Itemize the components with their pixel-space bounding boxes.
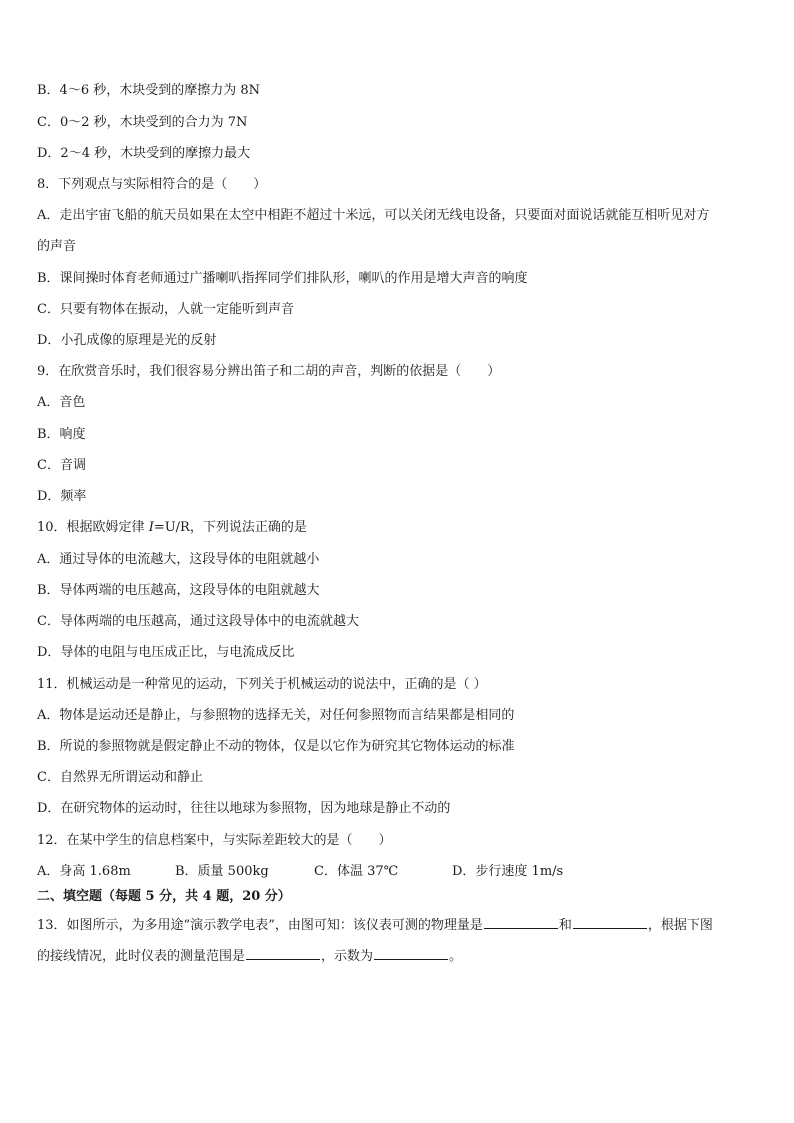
q10-stem xyxy=(37,520,307,536)
q13-blank-reading[interactable] xyxy=(374,947,448,960)
q11-option-c: C．自然界无所谓运动和静止 xyxy=(37,770,203,785)
q7-option-b: B．4～6 秒，木块受到的摩擦力为 8N xyxy=(37,83,261,98)
q12-option-a: A．身高 1.68m xyxy=(37,864,131,879)
q9-option-a: A．音色 xyxy=(37,395,86,410)
q13-blank-quantity-1[interactable] xyxy=(484,916,558,929)
q13-line1 xyxy=(37,916,713,934)
q10-option-c: C．导体两端的电压越高，通过这段导体中的电流就越大 xyxy=(37,614,359,629)
q13-blank-quantity-2[interactable] xyxy=(573,916,647,929)
q11-stem: 11．机械运动是一种常见的运动，下列关于机械运动的说法中，正确的是（ ） xyxy=(37,677,487,692)
q11-option-b: B．所说的参照物就是假定静止不动的物体，仅是以它作为研究其它物体运动的标准 xyxy=(37,739,515,754)
q10-formula-rest: =U/R xyxy=(153,520,190,535)
q11-option-a: A．物体是运动还是静止，与参照物的选择无关，对任何参照物而言结果都是相同的 xyxy=(37,708,515,723)
q13-blank-range[interactable] xyxy=(246,947,320,960)
q13-text-6: 。 xyxy=(449,949,463,964)
q10-formula-current: I xyxy=(148,520,154,535)
q10-stem-prefix: 10．根据欧姆定律 xyxy=(37,520,149,535)
q8-option-b: B．课间操时体育老师通过广播喇叭指挥同学们排队形，喇叭的作用是增大声音的响度 xyxy=(37,271,528,286)
q12-stem: 12．在某中学生的信息档案中，与实际差距较大的是（ ） xyxy=(37,833,392,848)
q10-option-b: B．导体两端的电压越高，这段导体的电阻就越大 xyxy=(37,583,320,598)
q9-option-b: B．响度 xyxy=(37,427,86,442)
q8-option-c: C．只要有物体在振动，人就一定能听到声音 xyxy=(37,302,294,317)
q7-option-c: C．0～2 秒，木块受到的合力为 7N xyxy=(37,115,248,130)
q10-option-a: A．通过导体的电流越大，这段导体的电阻就越小 xyxy=(37,552,320,567)
q13-text-2: 和 xyxy=(558,918,572,933)
q12-option-d: D．步行速度 1m/s xyxy=(452,864,564,879)
q12-option-c: C．体温 37℃ xyxy=(314,864,399,879)
q8-stem: 8．下列观点与实际相符合的是（ ） xyxy=(37,177,267,192)
q13-text-1: 13．如图所示，为多用途“演示教学电表”，由图可知：该仪表可测的物理量是 xyxy=(37,918,483,933)
q12-options-row xyxy=(37,864,777,880)
q13-text-5: ，示数为 xyxy=(321,949,374,964)
q10-option-d: D．导体的电阻与电压成正比，与电流成反比 xyxy=(37,645,295,660)
q11-option-d: D．在研究物体的运动时，往往以地球为参照物，因为地球是静止不动的 xyxy=(37,801,451,816)
q9-option-d: D．频率 xyxy=(37,489,87,504)
q10-stem-suffix: ，下列说法正确的是 xyxy=(189,520,307,535)
q13-text-4: 的接线情况，此时仪表的测量范围是 xyxy=(37,949,246,964)
q12-option-b: B．质量 500kg xyxy=(175,864,269,879)
q8-option-d: D．小孔成像的原理是光的反射 xyxy=(37,333,217,348)
section-heading-fill-in: 二、填空题（每题 5 分，共 4 题，20 分） xyxy=(37,889,291,904)
q8-option-a-line2: 的声音 xyxy=(37,239,77,254)
q9-option-c: C．音调 xyxy=(37,458,86,473)
q8-option-a-line1: A．走出宇宙飞船的航天员如果在太空中相距不超过十米远，可以关闭无线电设备，只要面对面说话就能互相听见对方 xyxy=(37,208,710,223)
q9-stem: 9．在欣赏音乐时，我们很容易分辨出笛子和二胡的声音，判断的依据是（ ） xyxy=(37,364,501,379)
q7-option-d: D．2～4 秒，木块受到的摩擦力最大 xyxy=(37,146,251,161)
q13-text-3: ，根据下图 xyxy=(647,918,713,933)
q13-line2 xyxy=(37,947,462,965)
